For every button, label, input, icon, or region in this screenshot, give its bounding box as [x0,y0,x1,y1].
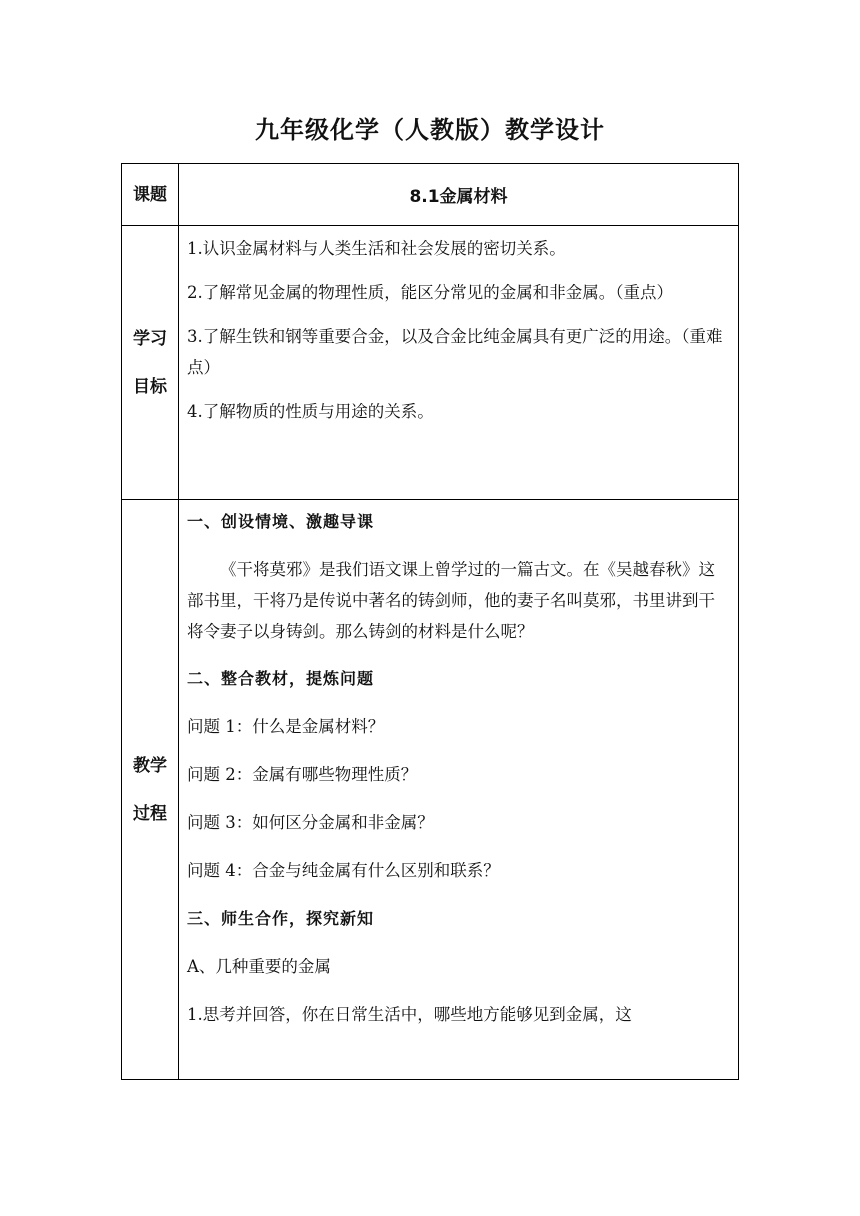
process-row [122,500,739,1080]
objectives-label-line1: 学习 [133,328,167,349]
topic-value: 8.1金属材料 [409,187,508,207]
process-label-line1: 教学 [133,755,167,776]
process-label-line2: 过程 [133,803,167,824]
topic-value-cell [179,164,739,226]
process-label-cell [122,500,179,1080]
objectives-label-cell [122,226,179,500]
question-item: 问题 1：什么是金属材料？ [187,717,385,736]
question-item: 问题 2：金属有哪些物理性质？ [187,765,418,784]
section3-heading: 三、师生合作，探究新知 [187,909,375,928]
topic-row [122,164,739,226]
objective-item: 2.了解常见金属的物理性质，能区分常见的金属和非金属。（重点） [187,283,673,302]
question-item: 问题 4：合金与纯金属有什么区别和联系？ [187,861,500,880]
topic-label: 课题 [133,184,167,205]
section1-paragraph: 《干将莫邪》是我们语文课上曾学过的一篇古文。在《吴越春秋》这部书里，干将乃是传说中著名的铸剑师，他的妻子名叫莫邪，书里讲到干将令妻子以身铸剑。那么铸剑的材料是什么呢？ [187,560,715,641]
topic-label-cell [122,164,179,226]
objective-item: 4.了解物质的性质与用途的关系。 [187,402,434,421]
objectives-content-cell [179,226,739,500]
subsection-a: A、几种重要的金属 [187,957,331,976]
lesson-plan-table [121,163,739,1080]
objectives-label-line2: 目标 [133,376,167,397]
item-1: 1.思考并回答，你在日常生活中，哪些地方能够见到金属，这 [187,1005,632,1024]
page-title: 九年级化学（人教版）教学设计 [255,116,605,144]
objective-item: 1.认识金属材料与人类生活和社会发展的密切关系。 [187,239,566,258]
objective-item: 3.了解生铁和钢等重要合金，以及合金比纯金属具有更广泛的用途。（重难点） [187,327,723,377]
process-content-cell [179,500,739,1080]
section1-heading: 一、创设情境、激趣导课 [187,512,375,531]
objectives-row [122,226,739,500]
question-item: 问题 3：如何区分金属和非金属？ [187,813,434,832]
section2-heading: 二、整合教材，提炼问题 [187,669,375,688]
